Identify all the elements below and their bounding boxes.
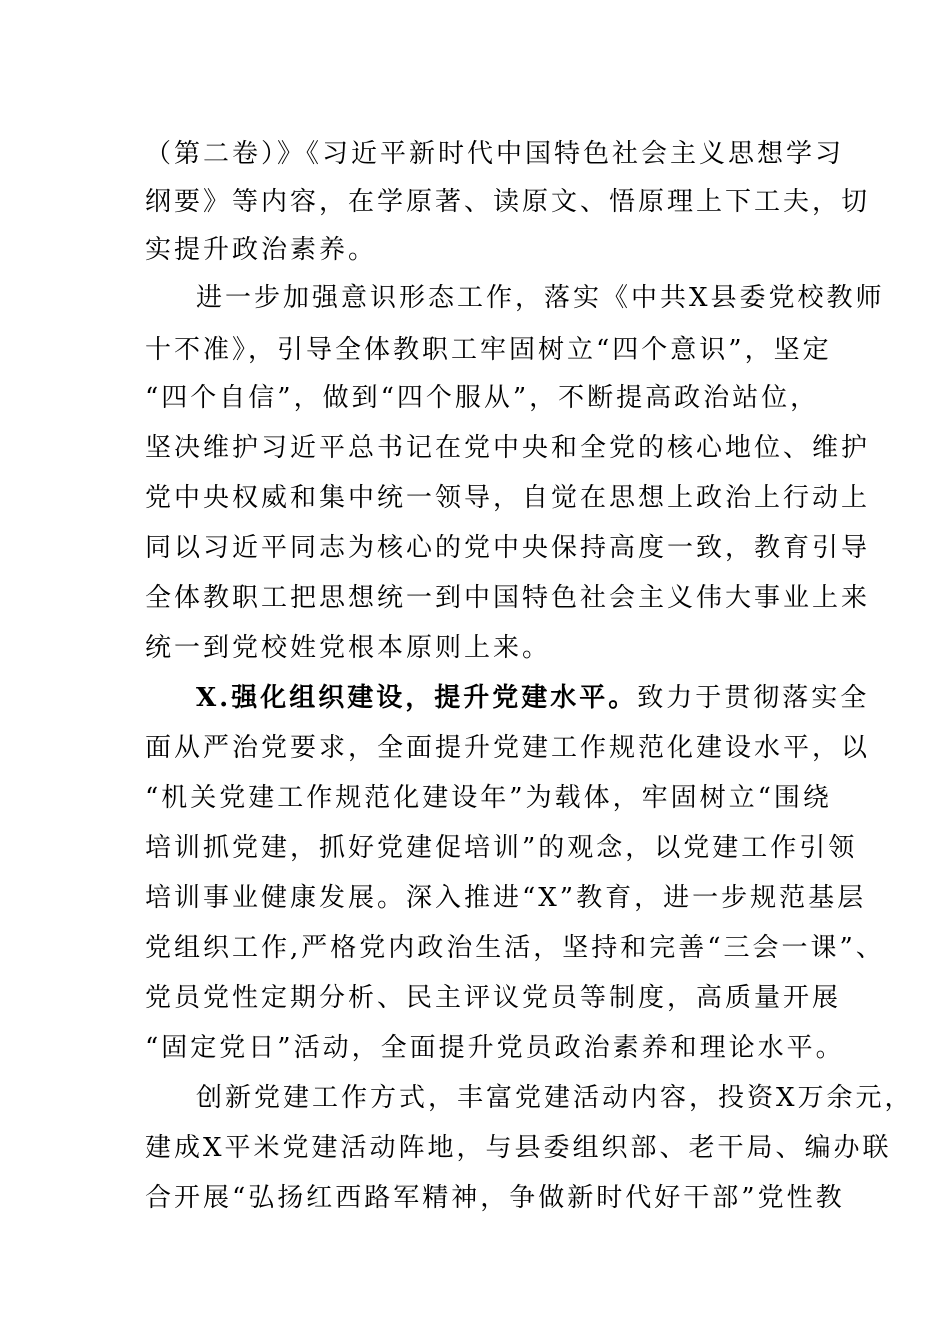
text-line: “机关党建工作规范化建设年”为载体，牢固树立“围绕 bbox=[145, 783, 832, 813]
text-line: 进一步加强意识形态工作，落实《中共X县委党校教师 bbox=[196, 283, 885, 313]
text-line: “固定党日”活动，全面提升党员政治素养和理论水平。 bbox=[145, 1033, 845, 1063]
text-line: 党中央权威和集中统一领导，自觉在思想上政治上行动上 bbox=[145, 483, 871, 513]
text-line: （第二卷）》《习近平新时代中国特色社会主义思想学习 bbox=[145, 139, 845, 169]
text-line: 全体教职工把思想统一到中国特色社会主义伟大事业上来 bbox=[145, 583, 871, 613]
text-line: 党组织工作,严格党内政治生活，坚持和完善“三会一课”、 bbox=[145, 933, 885, 963]
text-line: 党员党性定期分析、民主评议党员等制度，高质量开展 bbox=[145, 983, 842, 1013]
text-line: 坚决维护习近平总书记在党中央和全党的核心地位、维护 bbox=[145, 433, 871, 463]
text-line: 建成X平米党建活动阵地，与县委组织部、老干局、编办联 bbox=[145, 1133, 892, 1163]
text-line: 纲要》等内容，在学原著、读原文、悟原理上下工夫，切 bbox=[145, 187, 871, 217]
text-line: 实提升政治素养。 bbox=[145, 235, 378, 265]
text-line: 培训抓党建，抓好党建促培训”的观念，以党建工作引领 bbox=[145, 833, 858, 863]
text-line: 致力于贯彻落实全 bbox=[637, 683, 870, 713]
text-line: 十不准》，引导全体教职工牢固树立“四个意识”，坚定 bbox=[145, 335, 832, 365]
text-line: 统一到党校姓党根本原则上来。 bbox=[145, 633, 552, 663]
text-line: 面从严治党要求，全面提升党建工作规范化建设水平，以 bbox=[145, 733, 871, 763]
text-line: 同以习近平同志为核心的党中央保持高度一致，教育引导 bbox=[145, 533, 871, 563]
text-line: “四个自信”，做到“四个服从”，不断提高政治站位， bbox=[145, 383, 820, 413]
text-line: 培训事业健康发展。深入推进“X”教育，进一步规范基层 bbox=[145, 883, 867, 913]
text-line: 合开展“弘扬红西路军精神，争做新时代好干部”党性教 bbox=[145, 1183, 845, 1213]
section-heading: X.强化组织建设，提升党建水平。 bbox=[196, 683, 638, 713]
text-line: 创新党建工作方式，丰富党建活动内容，投资X万余元， bbox=[196, 1083, 914, 1113]
section-heading-line bbox=[196, 673, 870, 723]
